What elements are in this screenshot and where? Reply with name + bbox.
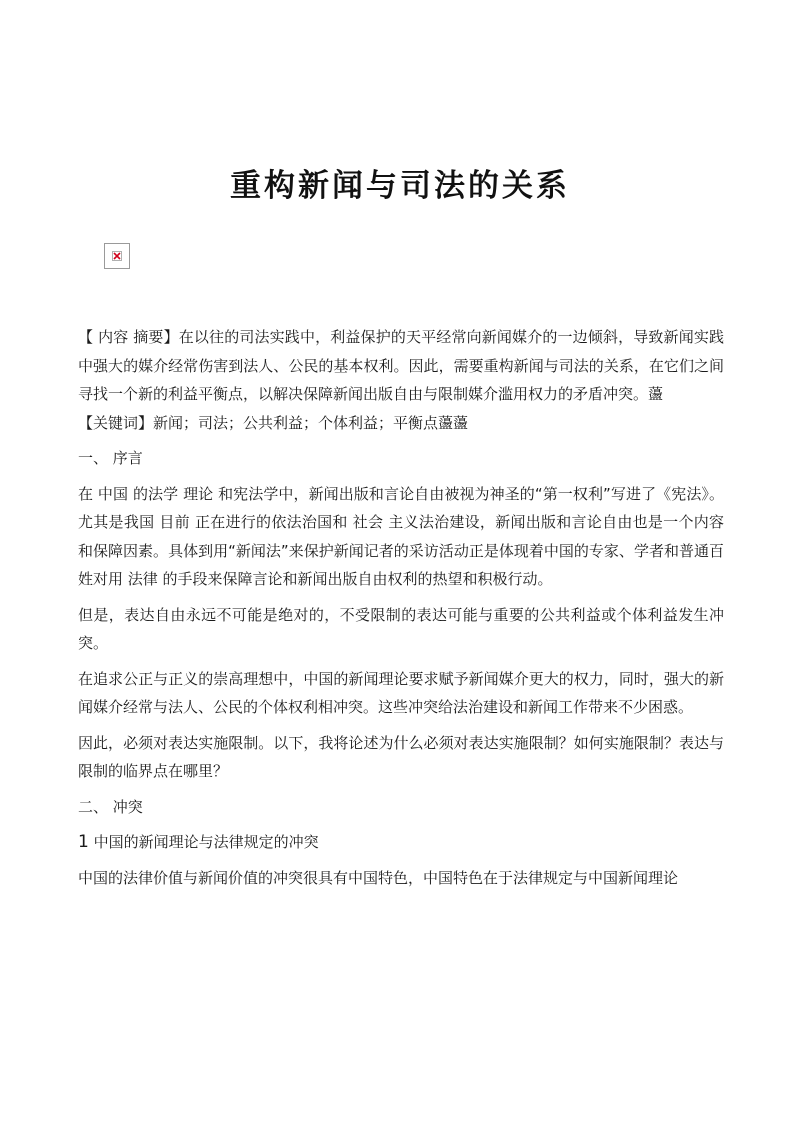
document-body xyxy=(78,323,724,892)
abstract-paragraph: 【 内容 摘要】在以往的司法实践中，利益保护的天平经常向新闻媒介的一边倾斜，导致新闻实践中强大的媒介经常伤害到法人、公民的基本权利。因此，需要重构新闻与司法的关系，在它们之间寻找一个新的利益平衡点，以解决保障新闻出版自由与限制媒介滥用权力的矛盾冲突。蘯 xyxy=(78,328,724,403)
body-paragraph: 中国的法律价值与新闻价值的冲突很具有中国特色，中国特色在于法律规定与中国新闻理论 xyxy=(78,868,679,887)
body-paragraph: 在 中国 的法学 理论 和宪法学中，新闻出版和言论自由被视为神圣的“第一权利”写进了《宪法》。尤其是我国 目前 正在进行的依法治国和 社会 主义法治建设，新闻出版和言论自由也是一个内容和保障因素。具体到用“新闻法”来保护新闻记者的采访活动正是体现着中国的专家、学者和普通百姓对用 法律 的手段来保障言论和新闻出版自由权利的热望和积极行动。 xyxy=(78,484,724,588)
document-title: 重构新闻与司法的关系 xyxy=(230,168,570,204)
subsection-title: 中国的新闻理论与法律规定的冲突 xyxy=(88,833,319,851)
body-paragraph: 但是，表达自由永远不可能是绝对的，不受限制的表达可能与重要的公共利益或个体利益发生冲突。 xyxy=(78,605,724,652)
body-paragraph: 在追求公正与正义的崇高理想中，中国的新闻理论要求赋予新闻媒介更大的权力，同时，强大的新闻媒介经常与法人、公民的个体权利相冲突。这些冲突给法治建设和新闻工作带来不少困惑。 xyxy=(78,669,724,716)
broken-image-icon xyxy=(104,243,130,269)
body-paragraph: 因此，必须对表达实施限制。以下，我将论述为什么必须对表达实施限制？如何实施限制？表达与限制的临界点在哪里？ xyxy=(78,733,724,780)
subsection-number: 1 xyxy=(78,832,89,852)
keywords-line: 【关键词】新闻；司法；公共利益；个体利益；平衡点蘯蘯 xyxy=(78,413,469,432)
subsection-heading xyxy=(78,828,724,857)
section-heading-preface: 一、 序言 xyxy=(78,449,143,467)
section-heading-conflict: 二、 冲突 xyxy=(78,797,143,816)
